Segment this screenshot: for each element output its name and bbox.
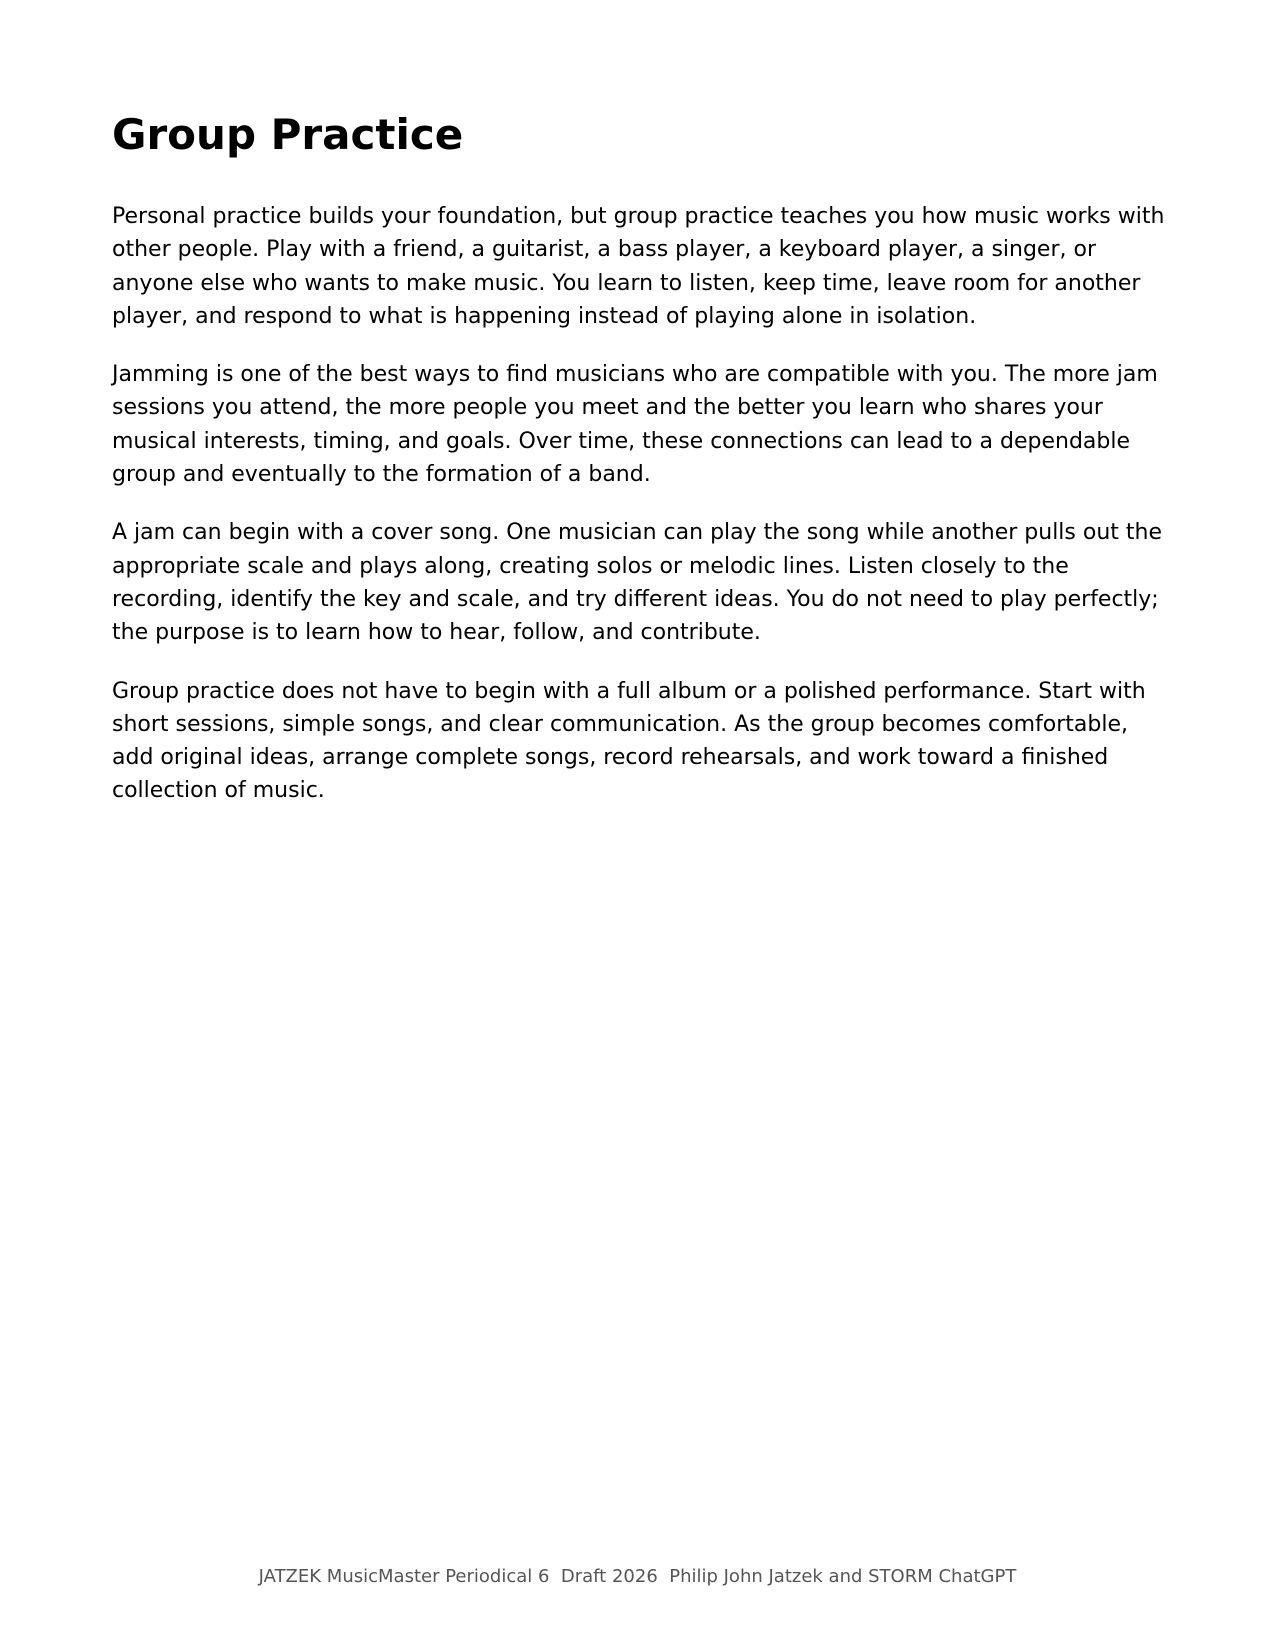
paragraph-personal-vs-group: Personal practice builds your foundation, but group practice teaches you how music works with other people. Play with a friend, a guitarist, a bass player, a keyboard player, a singer, or anyone else who wants to make music. You learn to listen, keep time, leave room for another player, and respond to what is happening instead of playing alone in isolation. <box>112 204 1165 329</box>
page-content <box>112 103 1172 833</box>
page-title: Group Practice <box>112 110 464 159</box>
page-footer: JATZEK MusicMaster Periodical 6 Draft 2026 Philip John Jatzek and STORM ChatGPT <box>258 1566 1017 1587</box>
paragraph-getting-started: Group practice does not have to begin with a full album or a polished performance. Start with short sessions, simple songs, and clear communication. As the group becomes comfortable, add original ideas, arrange complete songs, record rehearsals, and work toward a finished collection of music. <box>112 678 1146 804</box>
paragraph-cover-song: A jam can begin with a cover song. One musician can play the song while another pulls out the appropriate scale and plays along, creating solos or melodic lines. Listen closely to the recording, identify the key and scale, and try different ideas. You do not need to play perfectly; the purpose is to learn how to hear, follow, and contribute. <box>112 520 1162 646</box>
paragraph-jamming: Jamming is one of the best ways to find musicians who are compatible with you. The more jam sessions you attend, the more people you meet and the better you learn who shares your musical interests, timing, and goals. Over time, these connections can lead to a dependable group and eventually to the formation of a band. <box>112 362 1158 488</box>
